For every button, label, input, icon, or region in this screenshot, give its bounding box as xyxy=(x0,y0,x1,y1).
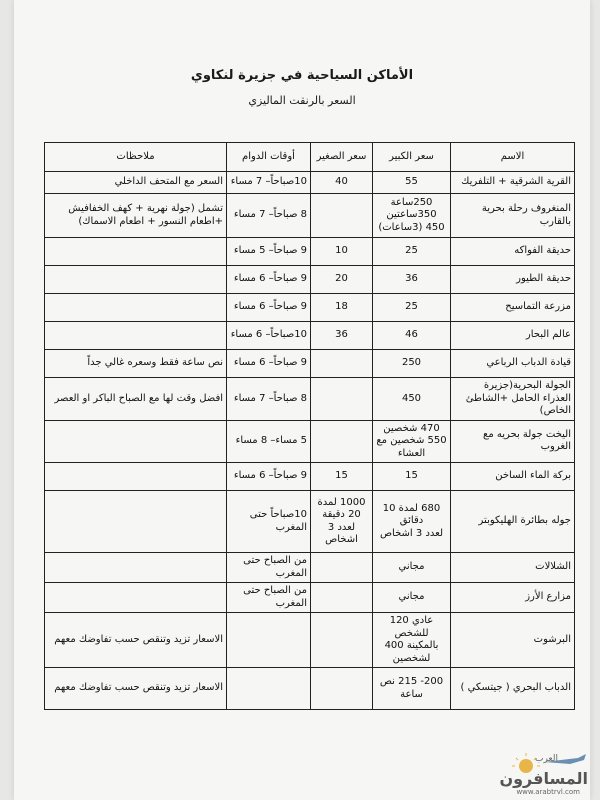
cell-adult: 470 شخصين 550 شخصين مع العشاء xyxy=(373,420,451,463)
cell-adult: 25 xyxy=(373,294,451,322)
table-row xyxy=(45,294,575,322)
cell-hours: 9 صباحاً– 5 مساء xyxy=(227,238,311,266)
prices-table xyxy=(44,142,575,710)
cell-adult: 46 xyxy=(373,322,451,350)
header-hours: أوقات الدوام xyxy=(227,143,311,172)
cell-notes xyxy=(45,322,227,350)
cell-hours xyxy=(227,613,311,668)
cell-name: مزرعة التماسيح xyxy=(451,294,575,322)
cell-adult: 250ساعة 350ساعتين 450 (3ساعات) xyxy=(373,194,451,238)
cell-hours: 8 صباحاً– 7 مساء xyxy=(227,194,311,238)
table-row xyxy=(45,238,575,266)
cell-adult: 680 لمدة 10 دقائق لعدد 3 اشخاص xyxy=(373,491,451,553)
cell-adult: مجاني xyxy=(373,553,451,583)
cell-child xyxy=(311,613,373,668)
cell-name: بركة الماء الساخن xyxy=(451,463,575,491)
cell-child: 10 xyxy=(311,238,373,266)
table-header-row xyxy=(45,143,575,172)
cell-name: حديقة الفواكه xyxy=(451,238,575,266)
header-notes: ملاحظات xyxy=(45,143,227,172)
watermark-top-text: العرب xyxy=(534,754,558,764)
header-name: الاسم xyxy=(451,143,575,172)
cell-notes: تشمل (جولة نهرية + كهف الخفافيش +اطعام النسور + اطعام الاسماك) xyxy=(45,194,227,238)
cell-child: 15 xyxy=(311,463,373,491)
cell-child: 20 xyxy=(311,266,373,294)
page-subtitle: السعر بالرنقت الماليزي xyxy=(248,94,356,107)
cell-name: البرشوت xyxy=(451,613,575,668)
cell-notes xyxy=(45,238,227,266)
cell-hours: 10صباحاً– 7 مساء xyxy=(227,172,311,194)
table-row xyxy=(45,583,575,613)
cell-notes: نص ساعة فقط وسعره غالي جداً xyxy=(45,350,227,378)
cell-name: مزارع الأرز xyxy=(451,583,575,613)
cell-name: قيادة الدباب الرباعي xyxy=(451,350,575,378)
cell-adult: 25 xyxy=(373,238,451,266)
cell-notes xyxy=(45,491,227,553)
watermark-brand: المسافرون xyxy=(499,769,588,788)
cell-notes: الاسعار تزيد وتنقص حسب تفاوضك معهم xyxy=(45,668,227,710)
cell-adult: 450 xyxy=(373,378,451,421)
cell-adult: 15 xyxy=(373,463,451,491)
cell-hours: من الصباح حتى المغرب xyxy=(227,583,311,613)
header-child-price: سعر الصغير xyxy=(311,143,373,172)
cell-child xyxy=(311,420,373,463)
cell-notes xyxy=(45,463,227,491)
cell-notes: السعر مع المتحف الداخلي xyxy=(45,172,227,194)
cell-hours: 10صباحاً حتى المغرب xyxy=(227,491,311,553)
document-page xyxy=(14,0,590,800)
cell-child: 36 xyxy=(311,322,373,350)
cell-name: القرية الشرقية + التلفريك xyxy=(451,172,575,194)
table-row xyxy=(45,420,575,463)
cell-name: حديقة الطيور xyxy=(451,266,575,294)
cell-hours: 8 صباحاً– 7 مساء xyxy=(227,378,311,421)
table-row xyxy=(45,322,575,350)
table-row xyxy=(45,668,575,710)
cell-adult: 250 xyxy=(373,350,451,378)
cell-child xyxy=(311,583,373,613)
cell-child xyxy=(311,553,373,583)
page-title: الأماكن السياحية في جزيرة لنكاوي xyxy=(190,68,414,83)
cell-name: الشلالات xyxy=(451,553,575,583)
cell-adult: مجاني xyxy=(373,583,451,613)
cell-child xyxy=(311,668,373,710)
cell-notes xyxy=(45,266,227,294)
cell-hours: 5 مساء– 8 مساء xyxy=(227,420,311,463)
cell-adult: 200- 215 نص ساعة xyxy=(373,668,451,710)
cell-hours xyxy=(227,668,311,710)
table-row xyxy=(45,172,575,194)
cell-name: جوله بطائرة الهليكوبتر xyxy=(451,491,575,553)
cell-name: الجولة البحرية(جزيرة العذراء الحامل +الشاطئ الخاص) xyxy=(451,378,575,421)
table-row xyxy=(45,463,575,491)
cell-child: 18 xyxy=(311,294,373,322)
table-row xyxy=(45,491,575,553)
site-watermark xyxy=(474,748,594,796)
cell-notes xyxy=(45,420,227,463)
cell-name: الدباب البحري ( جيتسكي ) xyxy=(451,668,575,710)
cell-adult: 36 xyxy=(373,266,451,294)
table-row xyxy=(45,194,575,238)
cell-hours: من الصباح حتى المغرب xyxy=(227,553,311,583)
cell-notes: افضل وقت لها مع الصباح الباكر او العصر xyxy=(45,378,227,421)
cell-notes xyxy=(45,583,227,613)
cell-hours: 10صباحاً– 6 مساء xyxy=(227,322,311,350)
cell-child xyxy=(311,194,373,238)
cell-child xyxy=(311,378,373,421)
cell-child: 1000 لمدة 20 دقيقة لعدد 3 اشخاص xyxy=(311,491,373,553)
cell-notes xyxy=(45,553,227,583)
cell-notes: الاسعار تزيد وتنقص حسب تفاوضك معهم xyxy=(45,613,227,668)
cell-adult: عادي 120 للشخص بالمكينة 400 لشخصين xyxy=(373,613,451,668)
cell-child: 40 xyxy=(311,172,373,194)
table-row xyxy=(45,350,575,378)
watermark-url: www.arabtrvl.com xyxy=(516,788,580,796)
table-row xyxy=(45,553,575,583)
cell-child xyxy=(311,350,373,378)
table-row xyxy=(45,266,575,294)
table-row xyxy=(45,378,575,421)
table-row xyxy=(45,613,575,668)
cell-hours: 9 صباحاً– 6 مساء xyxy=(227,266,311,294)
cell-hours: 9 صباحاً– 6 مساء xyxy=(227,350,311,378)
cell-name: عالم البحار xyxy=(451,322,575,350)
cell-hours: 9 صباحاً– 6 مساء xyxy=(227,463,311,491)
cell-name: المنغروف رحلة بحرية بالقارب xyxy=(451,194,575,238)
header-adult-price: سعر الكبير xyxy=(373,143,451,172)
cell-adult: 55 xyxy=(373,172,451,194)
cell-name: اليخت جولة بحريه مع الغروب xyxy=(451,420,575,463)
cell-notes xyxy=(45,294,227,322)
cell-hours: 9 صباحاً– 6 مساء xyxy=(227,294,311,322)
